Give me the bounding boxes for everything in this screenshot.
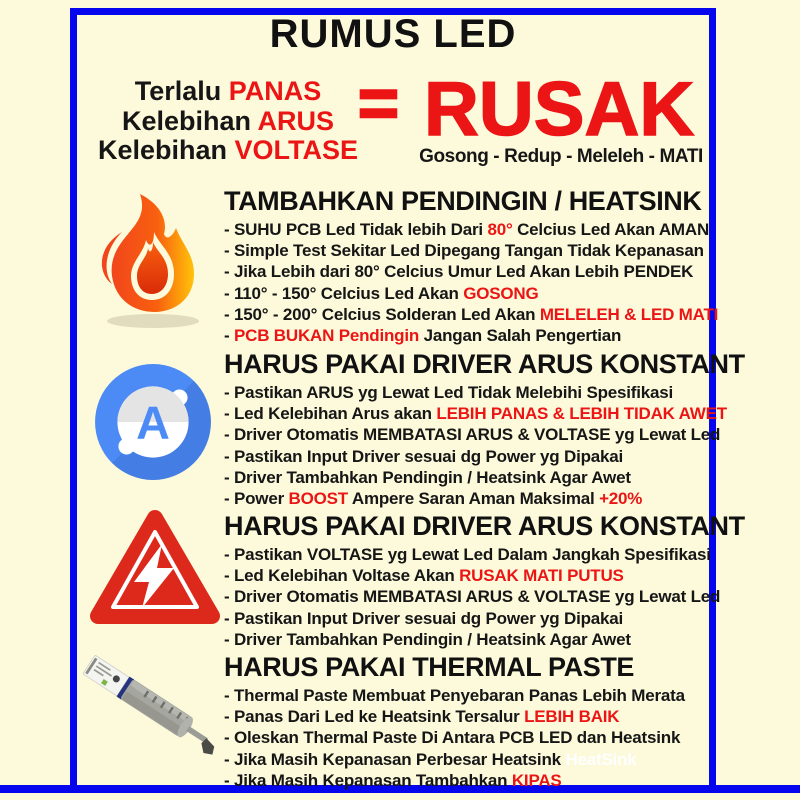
bullet-line: - Driver Otomatis MEMBATASI ARUS & VOLTASE yg Lewat Led xyxy=(224,587,721,607)
bullet-line: - Pastikan ARUS yg Lewat Led Tidak Melebihi Spesifikasi xyxy=(224,383,674,402)
cause-highlight: ARUS xyxy=(257,105,335,136)
bullet-line: - PCB BUKAN Pendingin Jangan Salah Pengertian xyxy=(224,326,622,346)
cause-line: Kelebihan VOLTASE xyxy=(97,135,359,165)
cause-line: Terlalu PANAS xyxy=(134,76,322,106)
bullet-line: - Simple Test Sekitar Led Dipegang Tangan Tidak Kepanasan xyxy=(224,241,704,261)
poster-title: RUMUS LED xyxy=(269,12,517,56)
ampere-driver-icon xyxy=(92,360,214,484)
result-subtitle: Gosong - Redup - Meleleh - MATI xyxy=(419,146,703,167)
fire-icon xyxy=(88,188,218,330)
thermal-paste-tube-icon xyxy=(76,646,222,794)
bullet-line: - Jika Masih Kepanasan Perbesar Heatsink HeatSink xyxy=(224,749,637,769)
section-heading: HARUS PAKAI THERMAL PASTE xyxy=(224,652,635,682)
bullet-list xyxy=(224,219,719,346)
bullet-line: - Pastikan VOLTASE yg Lewat Led Dalam Jangkah Spesifikasi xyxy=(224,545,711,564)
cause-highlight: PANAS xyxy=(228,76,322,106)
bullet-line: - 110° - 150° Celcius Led Akan GOSONG xyxy=(224,283,539,303)
bullet-line: - SUHU PCB Led Tidak lebih Dari 80° Celcius Led Akan AMAN xyxy=(224,220,710,239)
bullet-line: - Led Kelebihan Voltase Akan RUSAK MATI PUTUS xyxy=(224,566,624,586)
bullet-line: - 150° - 200° Celcius Solderan Led Akan MELELEH & LED MATI xyxy=(224,304,719,324)
bullet-line: - Panas Dari Led ke Heatsink Tersalur LEBIH BAIK xyxy=(224,707,620,727)
bullet-list xyxy=(224,382,727,509)
bullet-line: - Driver Tambahkan Pendingin / Heatsink Agar Awet xyxy=(224,629,631,649)
result-word: RUSAK xyxy=(424,67,695,152)
section-heading: HARUS PAKAI DRIVER ARUS KONSTANT xyxy=(224,511,745,541)
bullet-line: - Thermal Paste Membuat Penyebaran Panas Lebih Merata xyxy=(224,686,685,705)
bullet-line: - Jika Lebih dari 80° Celcius Umur Led Akan Lebih PENDEK xyxy=(224,262,694,282)
equals-sign: = xyxy=(358,64,399,142)
bullet-list xyxy=(224,685,716,791)
bullet-list xyxy=(224,544,721,650)
bullet-line: - Driver Otomatis MEMBATASI ARUS & VOLTASE yg Lewat Led xyxy=(224,425,721,445)
section-heading: HARUS PAKAI DRIVER ARUS KONSTANT xyxy=(224,349,745,379)
cause-list xyxy=(86,77,370,166)
bullet-line: - Oleskan Thermal Paste Di Antara PCB LED dan Heatsink xyxy=(224,728,681,748)
section-heatsink xyxy=(224,186,719,346)
section-heading: TAMBAHKAN PENDINGIN / HEATSINK xyxy=(224,186,702,216)
section-current-driver xyxy=(224,349,745,509)
bullet-line: - Pastikan Input Driver sesuai dg Power yg Dipakai xyxy=(224,608,624,628)
svg-text:A: A xyxy=(136,396,170,449)
cause-highlight: VOLTASE xyxy=(234,135,359,165)
bullet-line: - Power BOOST Ampere Saran Aman Maksimal +20% xyxy=(224,489,643,509)
bullet-line: - Led Kelebihan Arus akan LEBIH PANAS & LEBIH TIDAK AWET xyxy=(224,404,727,424)
bullet-line: - Pastikan Input Driver sesuai dg Power yg Dipakai xyxy=(224,446,624,466)
section-voltage-driver xyxy=(224,511,745,650)
cause-line: Kelebihan ARUS xyxy=(121,105,335,136)
bullet-line: - Driver Tambahkan Pendingin / Heatsink Agar Awet xyxy=(224,467,631,487)
voltage-warning-icon xyxy=(86,504,224,634)
bullet-line: - Jika Masih Kepanasan Tambahkan KIPAS xyxy=(224,770,562,790)
section-thermal-paste xyxy=(224,652,716,791)
